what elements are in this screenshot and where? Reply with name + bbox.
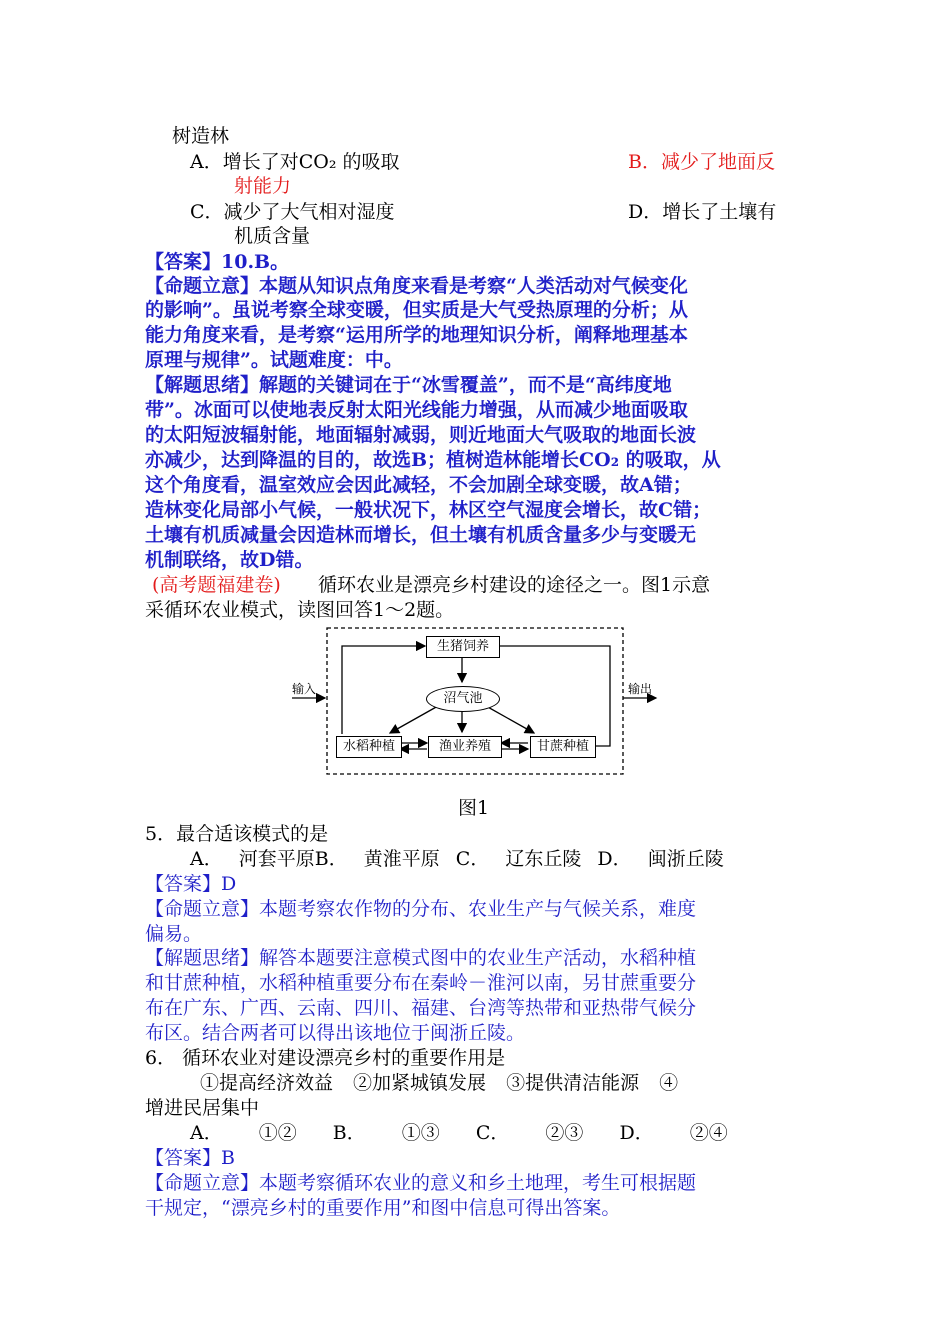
q10-thinking-line: 的太阳短波辐射能，地面辐射减弱，则近地面大气吸取的地面长波 xyxy=(145,424,697,446)
q10-thinking-line: 【解题思绪】解题的关键词在于“冰雪覆盖”，而不是“高纬度地 xyxy=(145,374,672,396)
node-fishery: 渔业养殖 xyxy=(428,736,502,758)
q10-thinking-line: 亦减少，达到降温的目的，故选B；植树造林能增长CO₂ 的吸取，从 xyxy=(145,449,721,471)
q10-thinking-line: 这个角度看，温室效应会因此减轻，不会加剧全球变暖，故A错； xyxy=(145,474,692,496)
q10-intent-line: 原理与规律”。试题难度：中。 xyxy=(145,349,403,371)
q5-intent-line: 偏易。 xyxy=(145,923,203,945)
q10-option-b-cont: 射能力 xyxy=(234,175,292,197)
q10-thinking-line: 造林变化局部小气候，一般状况下，林区空气湿度会增长，故C错； xyxy=(145,499,712,521)
q10-option-a: A．增长了对CO₂ 的吸取 xyxy=(190,151,400,173)
q6-intent-line: 【命题立意】本题考察循环农业的意义和乡土地理，考生可根据题 xyxy=(145,1172,697,1194)
node-pig-farming: 生猪饲养 xyxy=(426,636,500,658)
output-label: 输出 xyxy=(628,682,653,696)
q10-thinking-line: 机制联络，故D错。 xyxy=(145,549,314,571)
q6-intent-line: 干规定，“漂亮乡村的重要作用”和图中信息可得出答案。 xyxy=(145,1197,621,1219)
node-rice: 水稻种植 xyxy=(336,736,402,758)
q5-options: A． 河套平原B． 黄淮平原 C． 辽东丘陵 D． 闽浙丘陵 xyxy=(190,848,724,870)
q10-answer: 【答案】10.B。 xyxy=(145,251,290,273)
q5-thinking-line: 布在广东、广西、云南、四川、福建、台湾等热带和亚热带气候分 xyxy=(145,997,697,1019)
q6-answer: 【答案】B xyxy=(145,1147,235,1169)
q10-intent-line: 的影响”。虽说考察全球变暖，但实质是大气受热原理的分析；从 xyxy=(145,299,688,321)
node-sugarcane: 甘蔗种植 xyxy=(530,736,596,758)
q5-thinking-line: 【解题思绪】解答本题要注意模式图中的农业生产活动，水稻种植 xyxy=(145,947,697,969)
q5-thinking-line: 布区。结合两者可以得出该地位于闽浙丘陵。 xyxy=(145,1022,526,1044)
q10-thinking-line: 土壤有机质减量会因造林而增长，但土壤有机质含量多少与变暖无 xyxy=(145,524,697,546)
input-label: 输入 xyxy=(292,682,317,696)
q6-items: ①提高经济效益 ②加紧城镇发展 ③提供清洁能源 ④ xyxy=(200,1072,679,1094)
q5-answer: 【答案】D xyxy=(145,873,237,895)
circular-agriculture-diagram xyxy=(290,626,670,778)
q6-items-cont: 增进民居集中 xyxy=(145,1097,260,1119)
figure-caption: 图1 xyxy=(458,797,490,819)
q10-stem-tail: 树造林 xyxy=(172,125,230,147)
intro-line: 采循环农业模式，读图回答1～2题。 xyxy=(145,599,455,621)
q6-options: A． ①② B． ①③ C． ②③ D． ②④ xyxy=(190,1122,728,1144)
q10-option-d: D．增长了土壤有 xyxy=(628,201,777,223)
intro-line: 循环农业是漂亮乡村建设的途径之一。图1示意 xyxy=(318,574,711,596)
q10-option-c: C．减少了大气相对湿度 xyxy=(190,201,395,223)
q10-intent-line: 【命题立意】本题从知识点角度来看是考察“人类活动对气候变化 xyxy=(145,275,688,297)
node-biogas-pit: 沼气池 xyxy=(426,686,500,712)
q10-option-d-cont: 机质含量 xyxy=(234,225,311,247)
q5-intent-line: 【命题立意】本题考察农作物的分布、农业生产与气候关系，难度 xyxy=(145,898,697,920)
q6-stem: 6． 循环农业对建设漂亮乡村的重要作用是 xyxy=(145,1047,506,1069)
q5-thinking-line: 和甘蔗种植，水稻种植重要分布在秦岭－淮河以南，另甘蔗重要分 xyxy=(145,972,697,994)
q10-thinking-line: 带”。冰面可以使地表反射太阳光线能力增强，从而减少地面吸取 xyxy=(145,399,688,421)
q5-stem: 5．最合适该模式的是 xyxy=(145,823,329,845)
q10-option-b: B．减少了地面反 xyxy=(628,151,775,173)
source-tag: (高考题福建卷) xyxy=(152,574,281,596)
q10-intent-line: 能力角度来看，是考察“运用所学的地理知识分析，阐释地理基本 xyxy=(145,324,688,346)
